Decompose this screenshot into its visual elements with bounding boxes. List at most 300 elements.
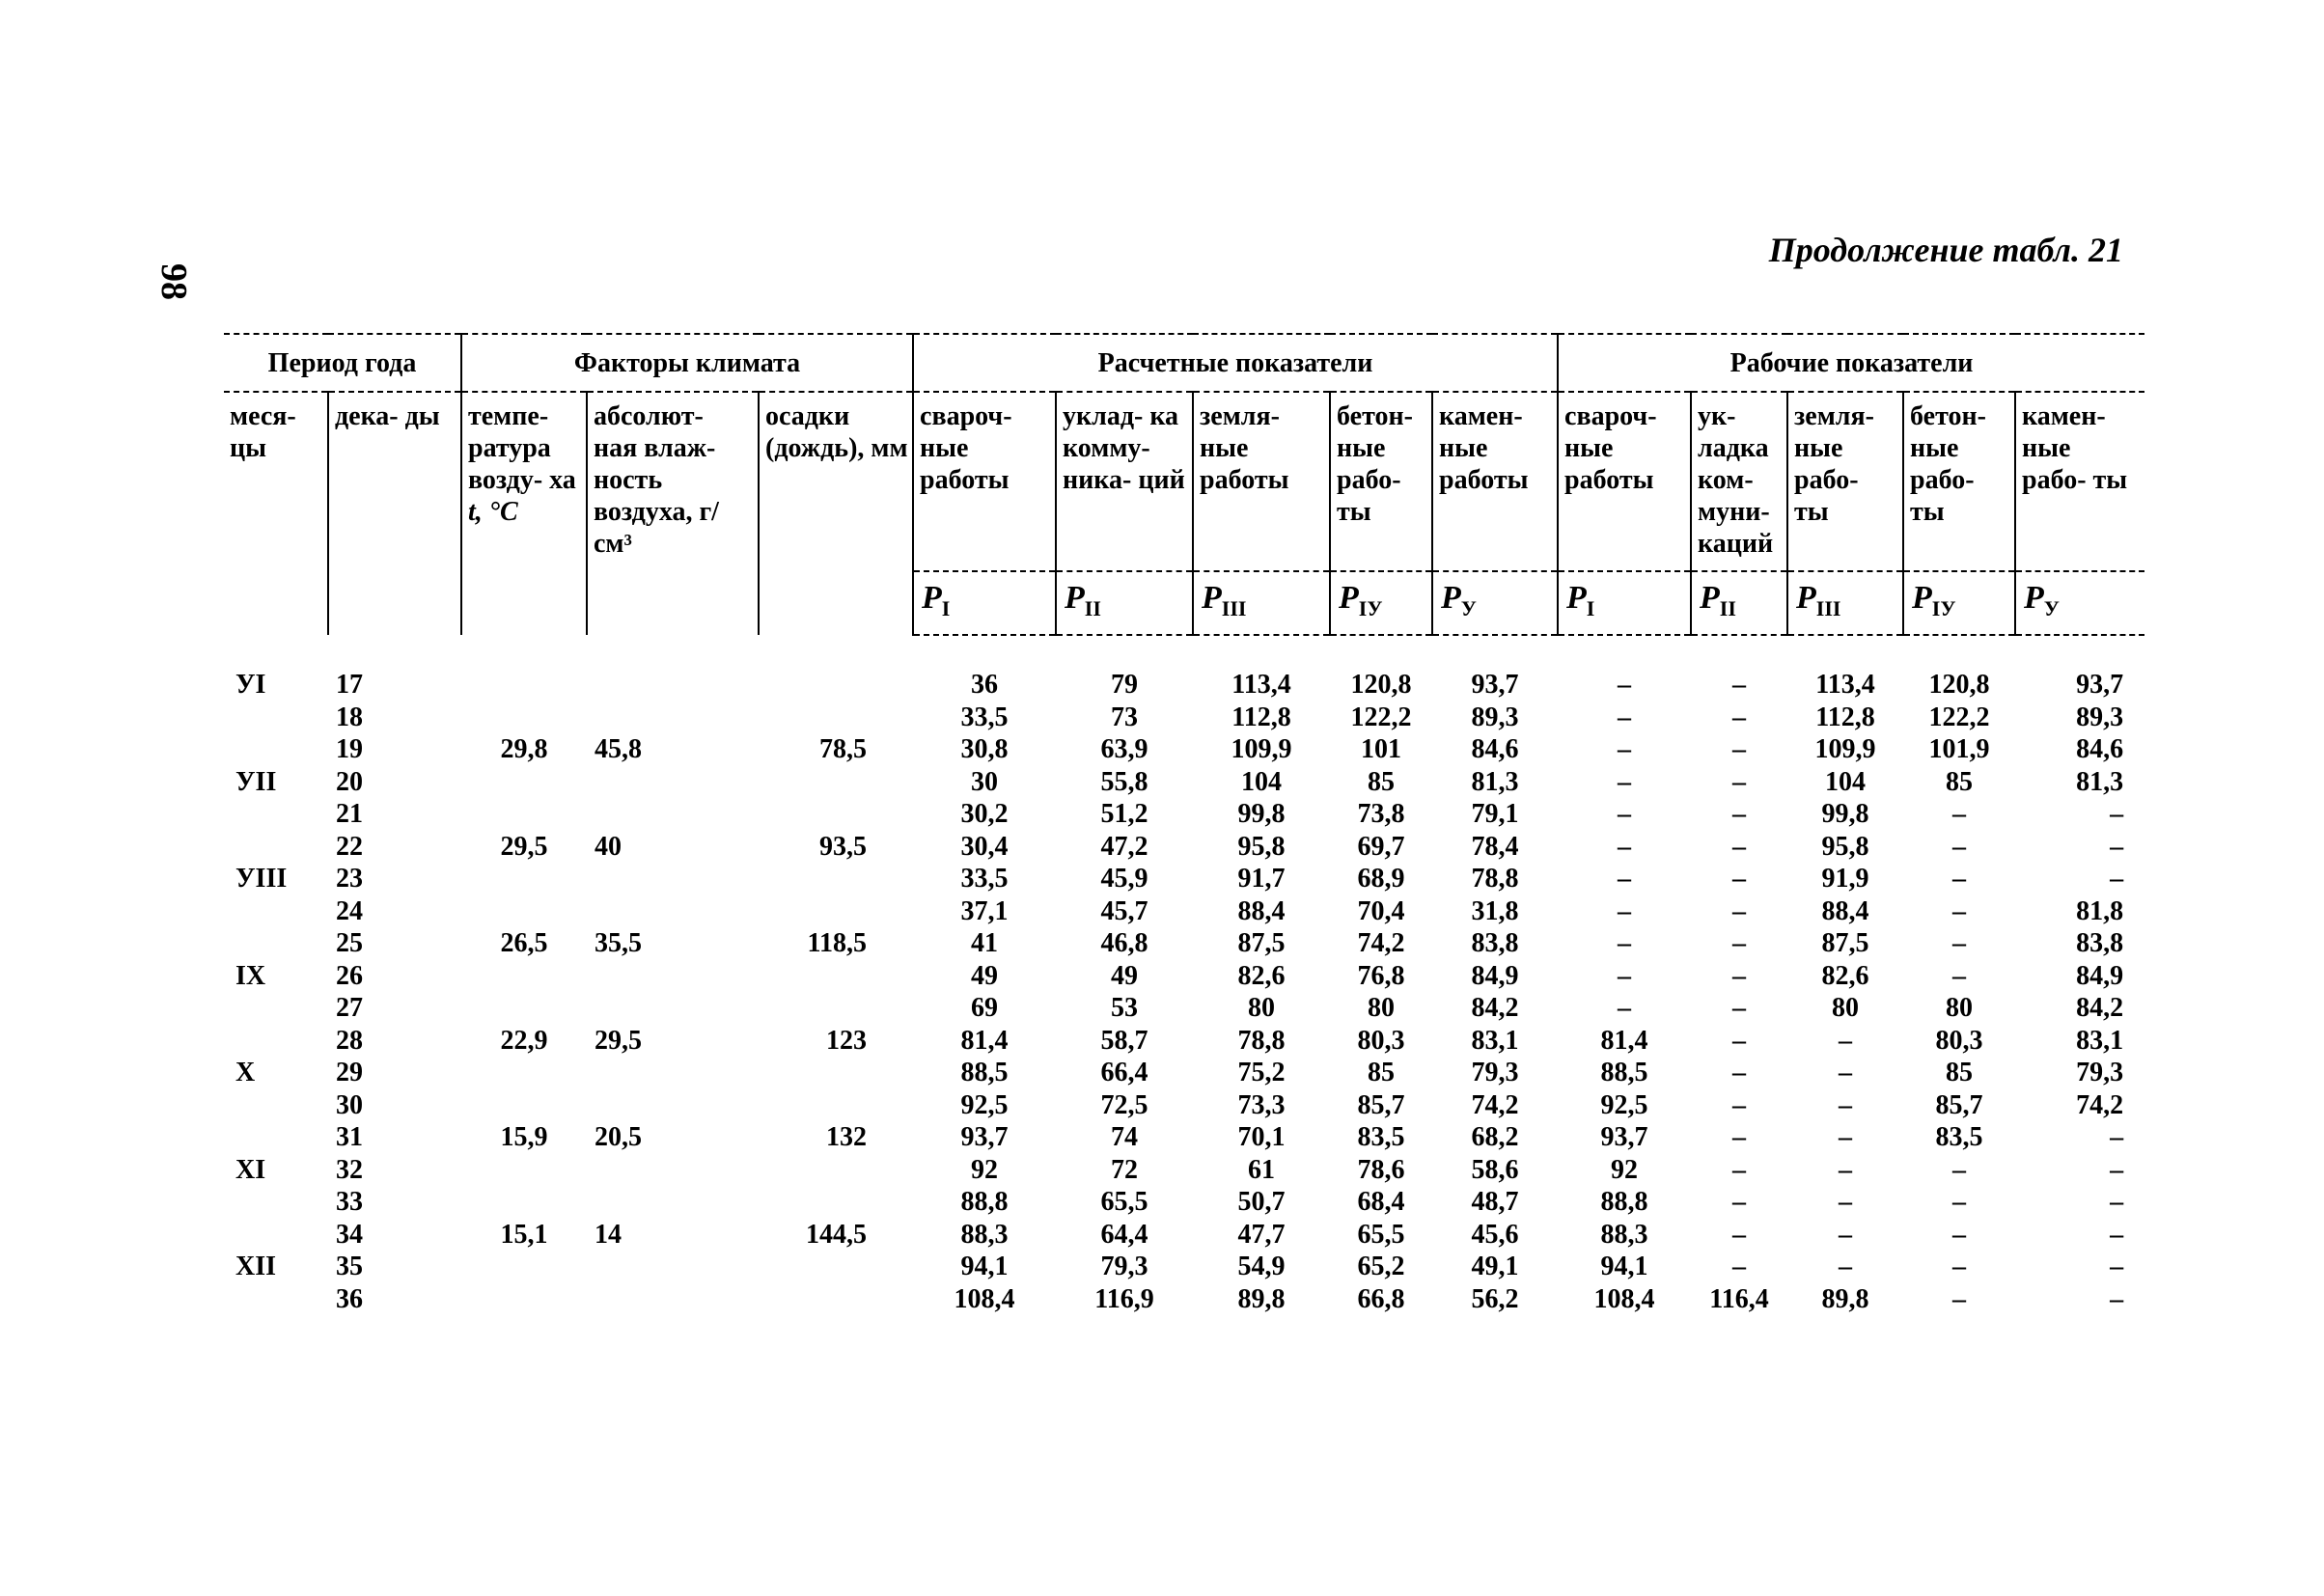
col-precip: осадки (дождь), мм [759, 392, 913, 635]
cell-calc-stone: 48,7 [1471, 1187, 1519, 1218]
cell-temp [461, 863, 587, 895]
cell-calc-concrete: 122,2 [1350, 702, 1412, 732]
cell-calc-earth: 47,7 [1237, 1219, 1286, 1250]
cell-calc-weld: 30,8 [960, 734, 1009, 765]
table-row [224, 1219, 2144, 1252]
cell-work-stone: – [2110, 1122, 2124, 1153]
cell-work-earth: 99,8 [1821, 799, 1869, 830]
cell-calc-earth: 54,9 [1237, 1252, 1286, 1282]
cell-calc-lay: 66,4 [1100, 1058, 1148, 1088]
cell-calc-stone: 83,8 [1471, 928, 1519, 959]
cell-work-stone: – [2110, 1154, 2124, 1185]
cell-precip [759, 798, 913, 831]
col-calc-weld: свароч- ные работы [913, 392, 1056, 571]
cell-work-concrete: 80,3 [1935, 1025, 1983, 1056]
sym-work-p3: $P_{III}$ [1787, 571, 1903, 635]
cell-calc-earth: 109,9 [1231, 734, 1292, 765]
cell-work-earth: 104 [1825, 766, 1867, 797]
table-row [224, 702, 2144, 734]
cell-month [224, 1186, 328, 1219]
cell-calc-lay: 72 [1111, 1154, 1139, 1185]
cell-calc-weld: 33,5 [960, 864, 1009, 894]
col-calc-lay: уклад- ка комму- ника- ций [1056, 392, 1193, 571]
cell-calc-weld: 108,4 [954, 1283, 1015, 1314]
cell-work-lay: – [1732, 702, 1747, 732]
sym-work-p5: $P_У$ [2015, 571, 2144, 635]
cell-work-concrete: 101,9 [1928, 734, 1990, 765]
table-row [224, 733, 2144, 766]
table-row [224, 1251, 2144, 1283]
col-temp [461, 392, 587, 635]
cell-precip: 132 [826, 1122, 868, 1153]
cell-calc-weld: 88,5 [960, 1058, 1009, 1088]
cell-humidity [587, 766, 759, 799]
cell-temp: 26,5 [500, 928, 548, 959]
cell-calc-earth: 73,3 [1237, 1089, 1286, 1120]
cell-work-lay: – [1732, 799, 1747, 830]
cell-decade: 27 [336, 993, 363, 1024]
cell-calc-earth: 99,8 [1237, 799, 1286, 830]
cell-work-earth: 109,9 [1814, 734, 1876, 765]
cell-decade: 17 [336, 670, 363, 701]
col-work-earth: земля- ные рабо- ты [1787, 392, 1903, 571]
cell-decade: 25 [336, 928, 363, 959]
col-work-concrete: бетон- ные рабо- ты [1903, 392, 2015, 571]
sym-work-p1: $P_I$ [1558, 571, 1691, 635]
cell-calc-earth: 82,6 [1237, 960, 1286, 991]
cell-calc-weld: 92 [971, 1154, 999, 1185]
cell-work-concrete: 122,2 [1928, 702, 1990, 732]
cell-calc-stone: 68,2 [1471, 1122, 1519, 1153]
cell-temp [461, 1089, 587, 1122]
cell-calc-concrete: 74,2 [1357, 928, 1405, 959]
cell-calc-earth: 80 [1248, 993, 1276, 1024]
cell-calc-stone: 83,1 [1471, 1025, 1519, 1056]
cell-precip [759, 702, 913, 734]
table-row [224, 831, 2144, 864]
cell-calc-weld: 88,3 [960, 1219, 1009, 1250]
cell-work-stone: 81,3 [2076, 766, 2124, 797]
cell-work-concrete: 83,5 [1935, 1122, 1983, 1153]
cell-temp [461, 702, 587, 734]
cell-temp: 15,1 [500, 1219, 548, 1250]
cell-work-lay: – [1732, 928, 1747, 959]
cell-month [224, 798, 328, 831]
cell-work-weld: – [1618, 993, 1632, 1024]
cell-work-lay: – [1732, 993, 1747, 1024]
cell-work-weld: 88,8 [1600, 1187, 1648, 1218]
cell-work-stone: 84,6 [2076, 734, 2124, 765]
cell-calc-concrete: 70,4 [1357, 895, 1405, 926]
cell-calc-lay: 53 [1111, 993, 1139, 1024]
cell-work-lay: – [1732, 864, 1747, 894]
cell-calc-weld: 92,5 [960, 1089, 1009, 1120]
cell-calc-lay: 79,3 [1100, 1252, 1148, 1282]
sym-calc-p5: $P_У$ [1432, 571, 1558, 635]
cell-work-weld: – [1618, 895, 1632, 926]
cell-humidity: 20,5 [595, 1122, 642, 1153]
cell-work-earth: 80 [1832, 993, 1860, 1024]
cell-humidity: 14 [595, 1219, 622, 1250]
cell-work-stone: 83,1 [2076, 1025, 2124, 1056]
cell-work-stone: 79,3 [2076, 1058, 2124, 1088]
cell-month [224, 1025, 328, 1058]
col-calc-concrete: бетон- ные рабо- ты [1330, 392, 1432, 571]
cell-calc-concrete: 120,8 [1350, 670, 1412, 701]
cell-month: УIII [235, 864, 288, 894]
cell-calc-lay: 74 [1111, 1122, 1139, 1153]
cell-work-earth: 95,8 [1821, 831, 1869, 862]
col-work-lay: ук- ладка ком- муни- каций [1691, 392, 1787, 571]
cell-work-earth: – [1839, 1089, 1853, 1120]
cell-calc-concrete: 85 [1368, 1058, 1396, 1088]
page-number: 98 [153, 263, 194, 300]
cell-humidity [587, 669, 759, 702]
cell-calc-earth: 70,1 [1237, 1122, 1286, 1153]
cell-month: XII [235, 1252, 277, 1282]
cell-work-earth: – [1839, 1252, 1853, 1282]
cell-work-weld: 94,1 [1600, 1252, 1648, 1282]
cell-temp [461, 1251, 587, 1283]
table-row [224, 1154, 2144, 1187]
cell-precip [759, 992, 913, 1025]
cell-work-lay: – [1732, 670, 1747, 701]
table-row [224, 1089, 2144, 1122]
cell-calc-lay: 45,9 [1100, 864, 1148, 894]
cell-work-weld: 88,3 [1600, 1219, 1648, 1250]
cell-temp [461, 1186, 587, 1219]
cell-month [224, 927, 328, 960]
sym-work-p2: $P_{II}$ [1691, 571, 1787, 635]
cell-humidity: 45,8 [595, 734, 642, 765]
cell-work-lay: – [1732, 1089, 1747, 1120]
cell-work-stone: 84,9 [2076, 960, 2124, 991]
cell-work-weld: – [1618, 766, 1632, 797]
cell-calc-stone: 49,1 [1471, 1252, 1519, 1282]
cell-work-weld: 81,4 [1600, 1025, 1648, 1056]
col-months: меся- цы [230, 401, 296, 463]
climate-table [224, 333, 2144, 1315]
cell-precip [759, 1154, 913, 1187]
cell-work-concrete: 85 [1946, 766, 1974, 797]
cell-calc-stone: 56,2 [1471, 1283, 1519, 1314]
cell-calc-concrete: 101 [1361, 734, 1402, 765]
cell-work-stone: 83,8 [2076, 928, 2124, 959]
cell-work-concrete: 85 [1946, 1058, 1974, 1088]
cell-work-lay: – [1732, 1252, 1747, 1282]
cell-work-earth: 88,4 [1821, 895, 1869, 926]
cell-humidity: 29,5 [595, 1025, 642, 1056]
cell-work-weld: 92,5 [1600, 1089, 1648, 1120]
table-row [224, 927, 2144, 960]
cell-calc-stone: 89,3 [1471, 702, 1519, 732]
cell-decade: 33 [336, 1187, 363, 1218]
cell-calc-concrete: 85 [1368, 766, 1396, 797]
cell-calc-concrete: 68,9 [1357, 864, 1405, 894]
cell-work-lay: – [1732, 960, 1747, 991]
cell-decade: 34 [336, 1219, 363, 1250]
cell-calc-lay: 58,7 [1100, 1025, 1148, 1056]
table-row [224, 992, 2144, 1025]
cell-calc-weld: 81,4 [960, 1025, 1009, 1056]
col-work-stone: камен- ные рабо- ты [2015, 392, 2144, 571]
cell-work-weld: – [1618, 799, 1632, 830]
cell-calc-weld: 37,1 [960, 895, 1009, 926]
cell-humidity [587, 863, 759, 895]
cell-calc-lay: 46,8 [1100, 928, 1148, 959]
cell-calc-stone: 84,6 [1471, 734, 1519, 765]
cell-temp [461, 895, 587, 928]
sym-calc-p3: $P_{III}$ [1193, 571, 1330, 635]
cell-humidity [587, 1186, 759, 1219]
cell-month [224, 1089, 328, 1122]
table-row [224, 798, 2144, 831]
sym-calc-p2: $P_{II}$ [1056, 571, 1193, 635]
cell-calc-concrete: 66,8 [1357, 1283, 1405, 1314]
cell-work-stone: – [2110, 1283, 2124, 1314]
table-row [224, 1283, 2144, 1316]
cell-temp: 29,8 [500, 734, 548, 765]
cell-calc-concrete: 69,7 [1357, 831, 1405, 862]
group-climate: Факторы климата [461, 334, 913, 392]
cell-calc-weld: 36 [971, 670, 999, 701]
cell-calc-stone: 84,9 [1471, 960, 1519, 991]
cell-calc-earth: 75,2 [1237, 1058, 1286, 1088]
cell-temp [461, 766, 587, 799]
cell-work-weld: 92 [1611, 1154, 1639, 1185]
cell-month [224, 1283, 328, 1316]
cell-work-lay: – [1732, 1025, 1747, 1056]
cell-precip [759, 766, 913, 799]
cell-month [224, 702, 328, 734]
cell-humidity [587, 960, 759, 993]
cell-work-earth: 87,5 [1821, 928, 1869, 959]
cell-work-lay: – [1732, 1154, 1747, 1185]
cell-calc-lay: 73 [1111, 702, 1139, 732]
cell-month [224, 992, 328, 1025]
cell-temp [461, 992, 587, 1025]
cell-calc-stone: 58,6 [1471, 1154, 1519, 1185]
col-calc-stone: камен- ные работы [1432, 392, 1558, 571]
cell-humidity [587, 702, 759, 734]
cell-decade: 20 [336, 766, 363, 797]
cell-calc-earth: 50,7 [1237, 1187, 1286, 1218]
cell-precip [759, 960, 913, 993]
cell-temp [461, 1283, 587, 1316]
cell-calc-lay: 45,7 [1100, 895, 1148, 926]
cell-month [224, 895, 328, 928]
cell-calc-lay: 79 [1111, 670, 1139, 701]
cell-work-earth: – [1839, 1154, 1853, 1185]
col-humidity: абсолют- ная влаж- ность воздуха, г/см³ [587, 392, 759, 635]
cell-month [224, 1219, 328, 1252]
cell-calc-earth: 88,4 [1237, 895, 1286, 926]
cell-work-earth: – [1839, 1219, 1853, 1250]
cell-precip: 144,5 [806, 1219, 868, 1250]
cell-work-weld: – [1618, 864, 1632, 894]
cell-humidity [587, 895, 759, 928]
table-caption: Продолжение табл. 21 [1768, 231, 2123, 269]
col-temp-symbol: t, °C [468, 497, 518, 527]
cell-calc-lay: 49 [1111, 960, 1139, 991]
cell-work-stone: 81,8 [2076, 895, 2124, 926]
cell-calc-lay: 65,5 [1100, 1187, 1148, 1218]
cell-month: X [235, 1058, 256, 1088]
cell-work-concrete: – [1952, 799, 1967, 830]
cell-calc-weld: 94,1 [960, 1252, 1009, 1282]
cell-temp [461, 669, 587, 702]
cell-calc-earth: 91,7 [1237, 864, 1286, 894]
cell-decade: 29 [336, 1058, 363, 1088]
cell-calc-weld: 88,8 [960, 1187, 1009, 1218]
cell-calc-earth: 95,8 [1237, 831, 1286, 862]
cell-calc-earth: 104 [1241, 766, 1283, 797]
cell-calc-weld: 30 [971, 766, 999, 797]
cell-humidity [587, 1057, 759, 1089]
cell-decade: 32 [336, 1154, 363, 1185]
cell-temp: 22,9 [500, 1025, 548, 1056]
cell-calc-concrete: 76,8 [1357, 960, 1405, 991]
cell-calc-weld: 69 [971, 993, 999, 1024]
cell-decade: 31 [336, 1122, 363, 1153]
cell-calc-concrete: 80 [1368, 993, 1396, 1024]
table-row [224, 1025, 2144, 1058]
table-row [224, 1186, 2144, 1219]
cell-calc-stone: 74,2 [1471, 1089, 1519, 1120]
cell-work-lay: – [1732, 1122, 1747, 1153]
cell-month [224, 733, 328, 766]
cell-humidity [587, 798, 759, 831]
table-row [224, 1121, 2144, 1154]
cell-temp [461, 798, 587, 831]
cell-precip: 93,5 [819, 831, 868, 862]
cell-calc-lay: 64,4 [1100, 1219, 1148, 1250]
cell-calc-concrete: 68,4 [1357, 1187, 1405, 1218]
col-decades: дека- ды [328, 392, 461, 635]
cell-month: УII [235, 766, 277, 797]
cell-humidity: 40 [595, 831, 622, 862]
cell-decade: 23 [336, 864, 363, 894]
cell-work-concrete: – [1952, 1187, 1967, 1218]
table-row [224, 1057, 2144, 1089]
cell-calc-earth: 89,8 [1237, 1283, 1286, 1314]
cell-calc-concrete: 80,3 [1357, 1025, 1405, 1056]
cell-calc-concrete: 83,5 [1357, 1122, 1405, 1153]
cell-calc-stone: 31,8 [1471, 895, 1519, 926]
cell-calc-lay: 63,9 [1100, 734, 1148, 765]
cell-decade: 35 [336, 1252, 363, 1282]
cell-calc-lay: 116,9 [1094, 1283, 1154, 1314]
cell-precip [759, 1251, 913, 1283]
cell-work-concrete: – [1952, 1154, 1967, 1185]
cell-humidity: 35,5 [595, 928, 642, 959]
table-row [224, 766, 2144, 799]
cell-work-stone: 84,2 [2076, 993, 2124, 1024]
cell-humidity [587, 1154, 759, 1187]
cell-precip: 123 [826, 1025, 868, 1056]
cell-work-weld: – [1618, 960, 1632, 991]
sym-work-p4: $P_{IУ}$ [1903, 571, 2015, 635]
table-row [224, 895, 2144, 928]
cell-calc-earth: 113,4 [1231, 670, 1291, 701]
cell-month: XI [235, 1154, 266, 1185]
cell-work-earth: 82,6 [1821, 960, 1869, 991]
cell-work-concrete: 85,7 [1935, 1089, 1983, 1120]
cell-work-weld: 93,7 [1600, 1122, 1648, 1153]
cell-work-stone: – [2110, 799, 2124, 830]
cell-work-stone: 93,7 [2076, 670, 2124, 701]
cell-work-weld: 88,5 [1600, 1058, 1648, 1088]
cell-temp [461, 1057, 587, 1089]
cell-calc-concrete: 65,2 [1357, 1252, 1405, 1282]
cell-temp: 29,5 [500, 831, 548, 862]
cell-precip [759, 1057, 913, 1089]
cell-decade: 18 [336, 702, 363, 732]
cell-work-earth: – [1839, 1187, 1853, 1218]
cell-decade: 26 [336, 960, 363, 991]
cell-month: IX [235, 960, 266, 991]
cell-decade: 36 [336, 1283, 363, 1314]
cell-decade: 24 [336, 895, 363, 926]
cell-decade: 28 [336, 1025, 363, 1056]
cell-precip [759, 669, 913, 702]
cell-work-earth: – [1839, 1058, 1853, 1088]
cell-work-lay: – [1732, 831, 1747, 862]
cell-humidity [587, 992, 759, 1025]
cell-calc-earth: 112,8 [1231, 702, 1291, 732]
group-calc: Расчетные показатели [913, 334, 1558, 392]
cell-work-lay: – [1732, 734, 1747, 765]
cell-calc-lay: 55,8 [1100, 766, 1148, 797]
cell-decade: 21 [336, 799, 363, 830]
cell-work-earth: 112,8 [1815, 702, 1875, 732]
cell-work-stone: – [2110, 1252, 2124, 1282]
cell-work-concrete: – [1952, 1252, 1967, 1282]
cell-work-weld: 108,4 [1593, 1283, 1655, 1314]
cell-work-lay: – [1732, 1187, 1747, 1218]
cell-work-concrete: – [1952, 928, 1967, 959]
cell-calc-stone: 79,1 [1471, 799, 1519, 830]
cell-temp [461, 1154, 587, 1187]
cell-calc-lay: 47,2 [1100, 831, 1148, 862]
group-work: Рабочие показатели [1558, 334, 2144, 392]
cell-work-concrete: – [1952, 1283, 1967, 1314]
table-body [224, 635, 2144, 1315]
cell-calc-weld: 30,2 [960, 799, 1009, 830]
cell-work-concrete: – [1952, 960, 1967, 991]
cell-work-weld: – [1618, 831, 1632, 862]
col-calc-earth: земля- ные работы [1193, 392, 1330, 571]
cell-work-weld: – [1618, 702, 1632, 732]
cell-calc-earth: 87,5 [1237, 928, 1286, 959]
cell-work-concrete: – [1952, 831, 1967, 862]
cell-calc-stone: 81,3 [1471, 766, 1519, 797]
cell-temp: 15,9 [500, 1122, 548, 1153]
cell-work-stone: – [2110, 1187, 2124, 1218]
cell-work-stone: – [2110, 831, 2124, 862]
sym-calc-p4: $P_{IУ}$ [1330, 571, 1432, 635]
cell-calc-concrete: 73,8 [1357, 799, 1405, 830]
sym-calc-p1: $P_I$ [913, 571, 1056, 635]
cell-work-stone: – [2110, 1219, 2124, 1250]
cell-humidity [587, 1283, 759, 1316]
cell-calc-stone: 93,7 [1471, 670, 1519, 701]
cell-work-lay: 116,4 [1709, 1283, 1769, 1314]
cell-work-lay: – [1732, 1219, 1747, 1250]
cell-calc-weld: 41 [971, 928, 999, 959]
cell-precip: 78,5 [819, 734, 868, 765]
cell-temp [461, 960, 587, 993]
